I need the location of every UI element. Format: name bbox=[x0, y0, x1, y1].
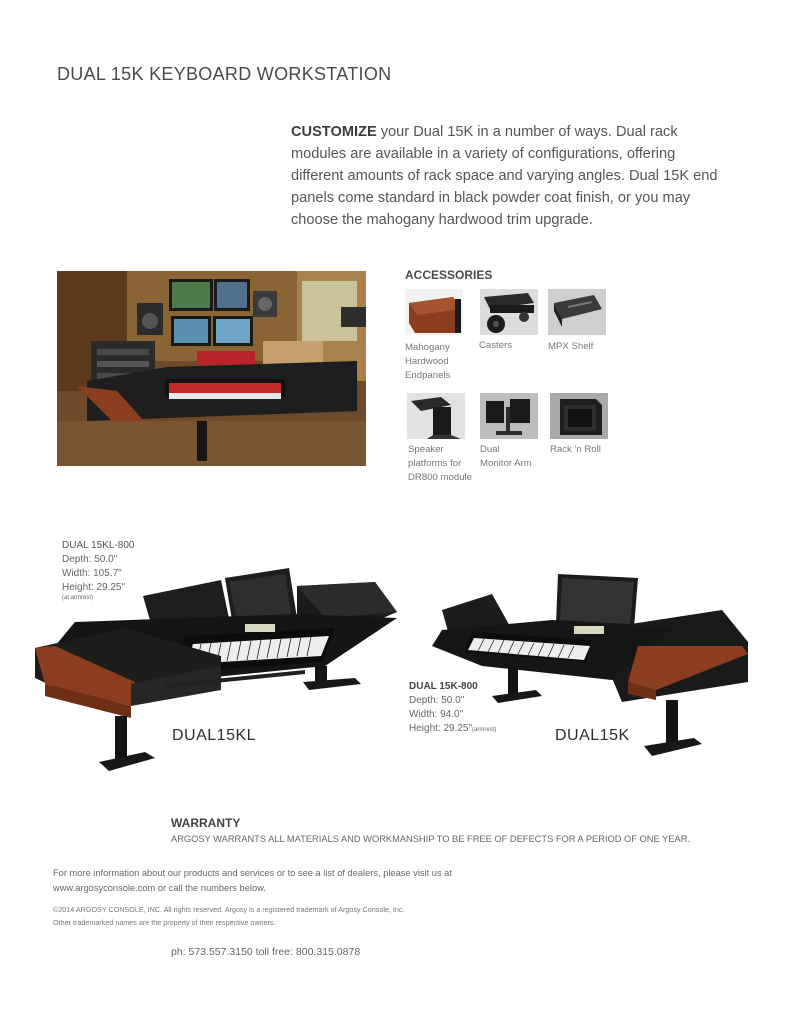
speaker-platform-icon bbox=[407, 393, 465, 439]
spec-depth: Depth: 50.0" bbox=[62, 554, 118, 565]
copyright-text: ©2014 ARGOSY CONSOLE, INC. All rights reserved. Argosy is a registered trademark of Argosy Console, Inc. Other trademarked names are the property of their respective owners. bbox=[53, 905, 405, 927]
more-info-text: For more information about our products and services or to see a list of dealers, please visit us at www.argosyconsole.com or call the numbers below. bbox=[53, 868, 452, 893]
caster-icon bbox=[480, 289, 538, 335]
accessory-caption: MPX Shelf bbox=[548, 341, 594, 352]
spec-model: DUAL 15KL-800 bbox=[62, 540, 135, 551]
accessory-caption: Mahogany Hardwood Endpanels bbox=[405, 342, 451, 381]
spec-height: Height: 29.25" bbox=[62, 582, 126, 593]
spec-width: Width: 105.7" bbox=[62, 568, 122, 579]
warranty-text: ARGOSY WARRANTS ALL MATERIALS AND WORKMANSHIP TO BE FREE OF DEFECTS FOR A PERIOD OF ONE YEAR. bbox=[171, 834, 691, 844]
dual-monitor-arm-icon bbox=[480, 393, 538, 439]
accessory-caption: Rack 'n Roll bbox=[550, 444, 601, 455]
mahogany-endpanel-icon bbox=[405, 289, 463, 335]
product-name-dual15k: DUAL15K bbox=[555, 727, 630, 744]
dual15k-desk-image bbox=[412, 570, 752, 780]
spec-height-note: (at armrest) bbox=[62, 595, 94, 601]
spec-depth: Depth: 50.0" bbox=[409, 695, 465, 706]
spec-height: Height: 29.25"(armrest) bbox=[409, 723, 497, 734]
product-spec-right bbox=[409, 680, 496, 737]
accessory-caption: Dual Monitor Arm bbox=[480, 444, 532, 469]
product-name-dual15kl: DUAL15KL bbox=[172, 727, 257, 744]
dual15kl-desk-image bbox=[35, 566, 405, 786]
rack-n-roll-icon bbox=[550, 393, 608, 439]
spec-model: DUAL 15K-800 bbox=[409, 681, 478, 692]
intro-paragraph bbox=[291, 121, 731, 231]
intro-lead: CUSTOMIZE bbox=[291, 124, 377, 140]
warranty-title: WARRANTY bbox=[171, 816, 241, 830]
page-title: DUAL 15K KEYBOARD WORKSTATION bbox=[57, 64, 392, 84]
spec-width: Width: 94.0" bbox=[409, 709, 464, 720]
phone-numbers: ph: 573.557.3150 toll free: 800.315.0878 bbox=[171, 946, 361, 958]
accessory-caption: Speaker platforms for DR800 module bbox=[408, 444, 472, 483]
accessories-title: ACCESSORIES bbox=[405, 268, 493, 282]
intro-body: your Dual 15K in a number of ways. Dual rack modules are available in a variety of configurations, offering different amounts of rack space and varying angles. Dual 15K end panels come standard in black powder coat finish, or you may choose the mahogany hardwood trim upgrade. bbox=[291, 124, 718, 228]
accessory-caption: Casters bbox=[479, 340, 513, 351]
mpx-shelf-icon bbox=[548, 289, 606, 335]
studio-photo bbox=[57, 271, 366, 466]
